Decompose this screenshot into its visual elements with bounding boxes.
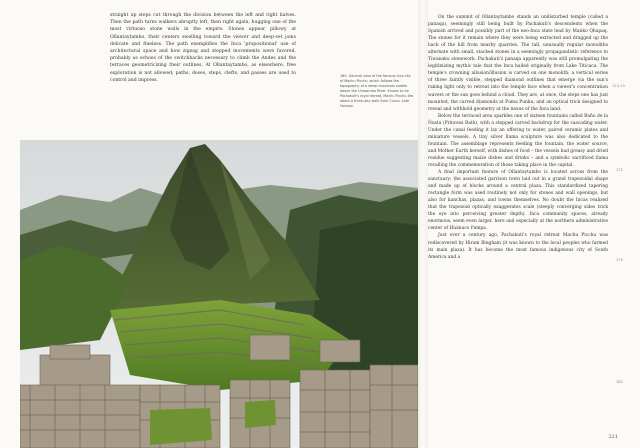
right-paragraph-4: Just over a century ago, Pachakuti's royal retreat Machu Picchu was rediscovered by Hiram Bingham (it was known to the local peoples who farmed its main plaza). It has become the most famous indigenous city of South America and a [428,233,608,260]
right-paragraph-2: Below the terraced area sparkles one of sixteen fountains called Baño de la Ñusta (Princess Bath), with a stepped carved backdrop for the cascading water. Under the canal feeding it lay an offering to water, paired ceramic plates and miniature vessels. A tiny silver llama sculpture was also dedicated to the fountain. The assemblage represents feeding the fountain, the water source, and Mother Earth herself, with dishes of food – the vessels had greasy and dried residue suggesting maize dishes and drinks – and a symbolic sacrificed llama recalling the commemoration of those taking place in the capital. [428,113,608,168]
left-text-column [110,12,296,84]
margin-reference: 175 [616,258,623,262]
left-paragraph: straight up steps cut through the division between the left and right halves. Then the path turns walkers abruptly left, then right again, hugging one of the most virtuoso stone walls in the empire. Stones appear pillowy at Ollantaytambo, their centers swelling toward the viewer and deep-set joins delicate and fineless. The path exemplifies the Inca 'propositional' use of architectural space and how zigzag and stepped movements were favored, probably as echoes of the switchbacks necessary to climb the Andes and the terraces geometricizing their outlines. At Ollantaytambo, as elsewhere, free exploration is not allowed; paths, doses, steps, clefts, and passes are used to control and impress. [110,13,296,83]
margin-reference: 172 [616,168,623,172]
book-gutter [418,0,428,448]
margin-reference: 123-19 [612,84,625,88]
right-text-column [428,14,608,261]
machu-picchu-photo [20,140,418,448]
right-paragraph-3: A final important feature of Ollantaytambo is located across from the sanctuary: the associated garrison town laid out in a grand trapezoidal shape and made up of blocks around a central plaza. This standardized tapering rectangle form was used routinely not only for stones and wall openings, but also for kanchas, plazas, and towns themselves. No doubt the Incas realized that the trapezoid optically exaggerates scale (steeply converging sides trick the eye into perceiving greater depth). Inca community spaces, already enormous, seem even larger, here and especially at the northern administrative center of Huánuco Pampa. [428,170,608,232]
margin-reference: 182 [616,380,623,384]
right-paragraph-1: On the summit of Ollantaytambo stands an undisturbed temple (called a panaqa), seemingly still being built by Pachakuti's descendents when the Spanish arrived and possibly part of the neo-Inca state lead by Manko Qhapaq. The stones for it remain where they were being extracted and dragged up the back of the hill from nearby quarries. The tall, unusually regular monoliths alternate with small, stacked stones in a seemingly propagandistic reference to Tiwanaku stonework. Pachakuti's panaqa apparently was still promulgating the legitimizing mythic tale that the Inca hailed originally from Lake Titicaca. The temple's crowning allusion/illusion is carved on one monolith: a vertical series of three faintly visible, stepped diamond outlines that emerge via the sun's raking light only to retreat into the temple face when a viewer's concentration wavers or the sun goes behind a cloud. They are, at once, the steps one has just mounted, the carved diamonds at Puma Punku, and an optical trick designed to reveal and withhold geometry at the nexus of the Inca land. [428,15,608,112]
figure-caption: 180. General view of the famous Inca city of Machu Picchu, which follows the topography of a steep mountain saddle above the Urubamba River. Known to be Pachakuti's royal retreat, Machu Picchu lies about a three-day walk from Cuzco. Late Horizon. [340,74,414,108]
page-number: 221 [608,434,618,440]
